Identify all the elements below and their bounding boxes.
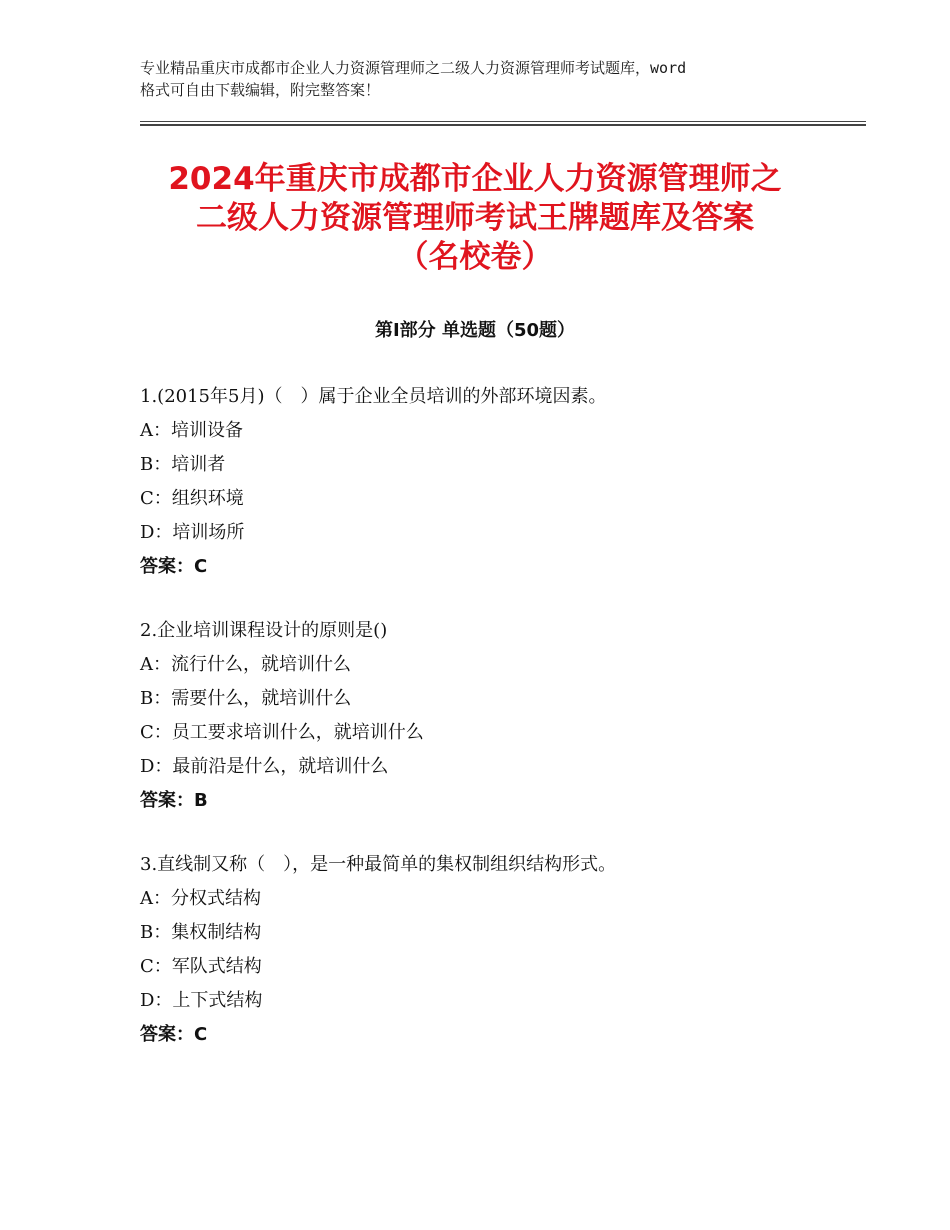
question-stem: 3.直线制又称（ ），是一种最简单的集权制组织结构形式。: [140, 854, 617, 875]
option-a: A：流行什么，就培训什么: [140, 654, 351, 675]
question-1: [140, 380, 860, 584]
option-b: B：培训者: [140, 454, 226, 475]
answer: 答案：B: [140, 790, 208, 811]
header-note-line1: 专业精品重庆市成都市企业人力资源管理师之二级人力资源管理师考试题库，word: [140, 59, 687, 77]
option-c: C：军队式结构: [140, 956, 262, 977]
document-title-line1: 2024年重庆市成都市企业人力资源管理师之: [168, 161, 782, 197]
option-d: D：上下式结构: [140, 990, 263, 1011]
question-2: [140, 614, 860, 818]
answer: 答案：C: [140, 1024, 208, 1045]
header-note-line2: 格式可自由下载编辑，附完整答案！: [140, 81, 381, 99]
document-title-line2: 二级人力资源管理师考试王牌题库及答案: [196, 200, 754, 236]
document-title-line3: （名校卷）: [397, 239, 553, 275]
option-d: D：最前沿是什么，就培训什么: [140, 756, 389, 777]
question-3: [140, 848, 860, 1052]
option-b: B：集权制结构: [140, 922, 262, 943]
question-stem: 1.(2015年5月)（ ）属于企业全员培训的外部环境因素。: [140, 386, 607, 407]
header-note: [140, 57, 830, 101]
document-title: [100, 160, 850, 277]
question-list: [140, 380, 860, 1082]
header-divider: [140, 121, 866, 126]
option-a: A：分权式结构: [140, 888, 261, 909]
option-d: D：培训场所: [140, 522, 245, 543]
option-c: C：员工要求培训什么，就培训什么: [140, 722, 424, 743]
section-title: 第Ⅰ部分 单选题（50题）: [374, 320, 575, 341]
option-a: A：培训设备: [140, 420, 243, 441]
option-c: C：组织环境: [140, 488, 244, 509]
question-stem: 2.企业培训课程设计的原则是(): [140, 620, 388, 641]
option-b: B：需要什么，就培训什么: [140, 688, 352, 709]
answer: 答案：C: [140, 556, 208, 577]
